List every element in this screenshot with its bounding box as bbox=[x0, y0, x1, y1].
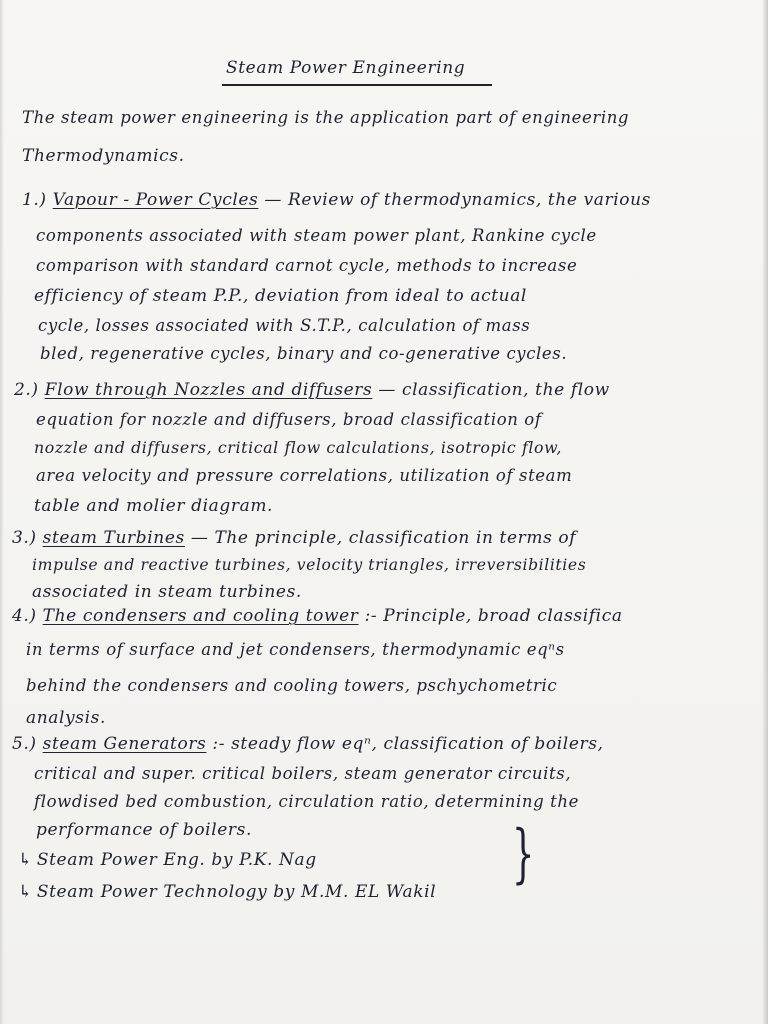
topic-line: critical and super. critical boilers, steam generator circuits, bbox=[34, 764, 572, 783]
topic-number: 4.) bbox=[12, 606, 37, 626]
topic-line: components associated with steam power plant, Rankine cycle bbox=[36, 226, 597, 245]
intro-line: Thermodynamics. bbox=[22, 146, 185, 166]
topic-line: impulse and reactive turbines, velocity triangles, irreversibilities bbox=[32, 556, 587, 574]
topic-line: in terms of surface and jet condensers, thermodynamic eqⁿs bbox=[26, 640, 565, 659]
scan-edge-left bbox=[0, 0, 4, 1024]
topic-4-first-line bbox=[12, 606, 623, 626]
topic-line: analysis. bbox=[26, 708, 106, 728]
topic-heading: The condensers and cooling tower bbox=[42, 606, 359, 626]
topic-heading: Vapour - Power Cycles bbox=[52, 190, 259, 210]
topic-line: comparison with standard carnot cycle, methods to increase bbox=[36, 256, 578, 275]
scan-edge-right bbox=[762, 0, 768, 1024]
topic-text: — Review of thermodynamics, the various bbox=[264, 190, 651, 210]
topic-2-first-line bbox=[14, 380, 610, 400]
topic-text: — The principle, classification in terms of bbox=[190, 528, 577, 548]
topic-line: area velocity and pressure correlations, utilization of steam bbox=[36, 466, 573, 485]
reference-item bbox=[18, 850, 317, 870]
topic-number: 1.) bbox=[22, 190, 47, 210]
reference-brace: } bbox=[512, 817, 535, 891]
arrow-icon: ↳ bbox=[18, 850, 33, 870]
reference-item bbox=[18, 882, 436, 902]
reference-text: Steam Power Eng. by P.K. Nag bbox=[36, 850, 317, 870]
topic-line: table and molier diagram. bbox=[34, 496, 274, 516]
topic-line: equation for nozzle and diffusers, broad classification of bbox=[36, 410, 542, 429]
topic-text: — classification, the flow bbox=[378, 380, 610, 400]
topic-line: efficiency of steam P.P., deviation from ideal to actual bbox=[34, 286, 527, 306]
topic-3-first-line bbox=[12, 528, 576, 548]
topic-line: bled, regenerative cycles, binary and co-generative cycles. bbox=[40, 344, 568, 363]
topic-number: 2.) bbox=[14, 380, 39, 400]
topic-number: 3.) bbox=[12, 528, 37, 548]
topic-1-first-line bbox=[22, 190, 651, 210]
topic-line: nozzle and diffusers, critical flow calculations, isotropic flow, bbox=[34, 438, 563, 457]
topic-heading: steam Turbines bbox=[42, 528, 185, 548]
topic-line: performance of boilers. bbox=[36, 820, 252, 840]
arrow-icon: ↳ bbox=[18, 882, 33, 902]
topic-line: behind the condensers and cooling towers, pschychometric bbox=[26, 676, 558, 695]
title-underline bbox=[222, 84, 492, 86]
reference-text: Steam Power Technology by M.M. EL Wakil bbox=[36, 882, 437, 902]
topic-number: 5.) bbox=[12, 734, 37, 754]
intro-line: The steam power engineering is the application part of engineering bbox=[22, 108, 630, 127]
topic-heading: steam Generators bbox=[42, 734, 207, 754]
topic-line: flowdised bed combustion, circulation ratio, determining the bbox=[34, 792, 579, 811]
topic-line: cycle, losses associated with S.T.P., calculation of mass bbox=[38, 316, 531, 335]
topic-heading: Flow through Nozzles and diffusers bbox=[44, 380, 373, 400]
topic-line: associated in steam turbines. bbox=[32, 582, 302, 602]
topic-text: :- steady flow eqⁿ, classification of boilers, bbox=[212, 734, 604, 754]
topic-text: :- Principle, broad classifica bbox=[364, 606, 623, 626]
page-title: Steam Power Engineering bbox=[226, 58, 466, 78]
topic-5-first-line bbox=[12, 734, 604, 754]
